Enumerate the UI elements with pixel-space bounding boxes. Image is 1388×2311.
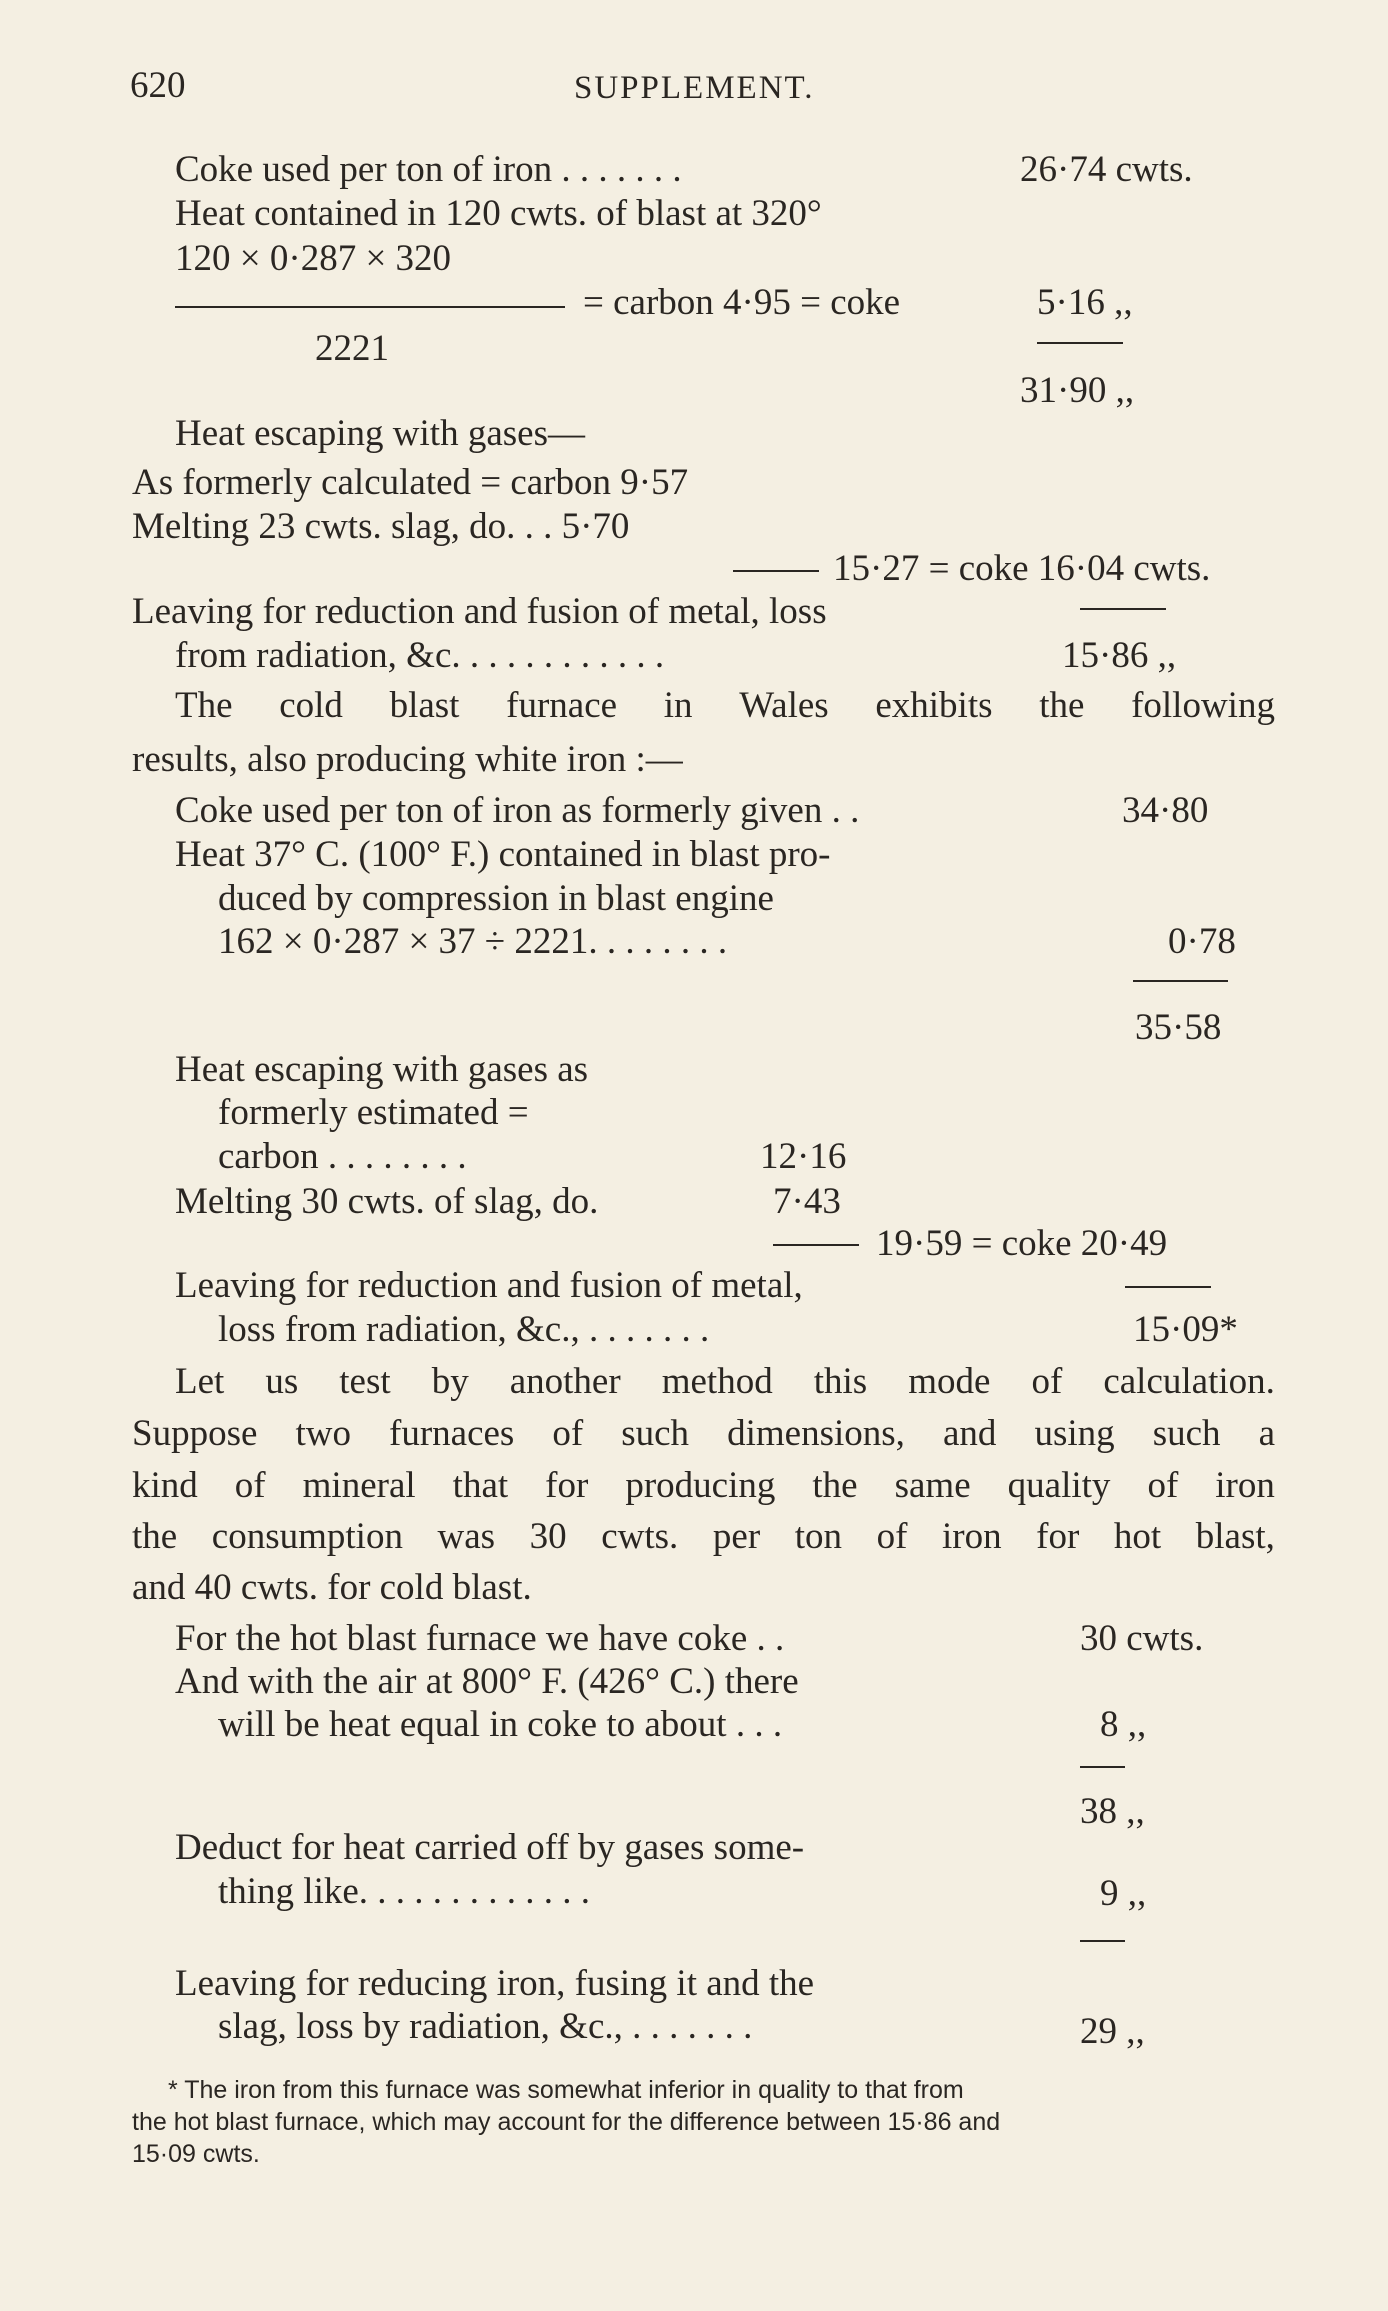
footnote-line: the hot blast furnace, which may account for the difference between 15·86 and bbox=[132, 2108, 1001, 2136]
sum-rule bbox=[1037, 342, 1123, 344]
value: 15·09* bbox=[1133, 1309, 1238, 1350]
paragraph-line: the consumption was 30 cwts. per ton of iron for hot blast, bbox=[132, 1516, 1275, 1557]
sum-rule bbox=[1080, 1766, 1125, 1768]
paragraph-line: and 40 cwts. for cold blast. bbox=[132, 1567, 532, 1608]
sum-rule bbox=[733, 570, 819, 572]
page-number: 620 bbox=[130, 65, 186, 106]
text-line: from radiation, &c. . . . . . . . . . . . bbox=[175, 635, 665, 676]
text-line: duced by compression in blast engine bbox=[218, 878, 774, 919]
value: 29 ,, bbox=[1080, 2011, 1145, 2052]
sum-rule bbox=[1080, 1940, 1125, 1942]
text-line: Melting 23 cwts. slag, do. . . 5·70 bbox=[132, 506, 630, 547]
subtotal: 31·90 ,, bbox=[1020, 370, 1135, 411]
text-line: loss from radiation, &c., . . . . . . . bbox=[218, 1309, 710, 1350]
paragraph-line: Let us test by another method this mode of calculation. bbox=[175, 1361, 1275, 1402]
text-line: 15·27 = coke 16·04 cwts. bbox=[833, 548, 1211, 589]
subtotal: 35·58 bbox=[1135, 1007, 1222, 1048]
value: 26·74 cwts. bbox=[1020, 149, 1193, 190]
value: 15·86 ,, bbox=[1062, 635, 1177, 676]
paragraph-line: The cold blast furnace in Wales exhibits the following bbox=[175, 685, 1275, 726]
value: 30 cwts. bbox=[1080, 1618, 1204, 1659]
subtotal: 38 ,, bbox=[1080, 1791, 1145, 1832]
text-line: Heat contained in 120 cwts. of blast at 320° bbox=[175, 193, 822, 234]
text-line: Deduct for heat carried off by gases some- bbox=[175, 1827, 805, 1868]
fraction-bar bbox=[175, 306, 565, 308]
value: 8 ,, bbox=[1100, 1704, 1147, 1745]
text-line: Leaving for reduction and fusion of metal, loss bbox=[132, 591, 827, 632]
sum-rule bbox=[773, 1244, 859, 1246]
formula-denominator: 2221 bbox=[315, 328, 389, 369]
text-line: slag, loss by radiation, &c., . . . . . . . bbox=[218, 2006, 753, 2047]
paragraph-line: Suppose two furnaces of such dimensions, and using such a bbox=[132, 1413, 1275, 1454]
text-line: Leaving for reducing iron, fusing it and the bbox=[175, 1963, 815, 2004]
running-header: SUPPLEMENT. bbox=[574, 70, 815, 106]
value: 12·16 bbox=[760, 1136, 847, 1177]
text-line: thing like. . . . . . . . . . . . . bbox=[218, 1871, 591, 1912]
text-line: As formerly calculated = carbon 9·57 bbox=[132, 462, 689, 503]
footnote-line: * The iron from this furnace was somewhat inferior in quality to that from bbox=[168, 2076, 964, 2104]
paragraph-line: kind of mineral that for producing the same quality of iron bbox=[132, 1465, 1275, 1506]
text-line: Heat escaping with gases— bbox=[175, 413, 585, 454]
text-line: Melting 30 cwts. of slag, do. bbox=[175, 1181, 599, 1222]
footnote-line: 15·09 cwts. bbox=[132, 2140, 260, 2168]
sum-rule bbox=[1125, 1286, 1211, 1288]
text-line: Leaving for reduction and fusion of metal, bbox=[175, 1265, 803, 1306]
text-line: = carbon 4·95 = coke bbox=[583, 282, 901, 323]
paragraph-line: results, also producing white iron :— bbox=[132, 739, 683, 780]
value: 9 ,, bbox=[1100, 1873, 1147, 1914]
text-line: Heat escaping with gases as bbox=[175, 1049, 589, 1090]
text-line: For the hot blast furnace we have coke . . bbox=[175, 1618, 785, 1659]
text-line: Coke used per ton of iron as formerly given . . bbox=[175, 790, 860, 831]
text-line: And with the air at 800° F. (426° C.) there bbox=[175, 1661, 799, 1702]
text-line: 162 × 0·287 × 37 ÷ 2221. . . . . . . . bbox=[218, 921, 728, 962]
sum-rule bbox=[1080, 608, 1166, 610]
text-line: carbon . . . . . . . . bbox=[218, 1136, 467, 1177]
text-line: Heat 37° C. (100° F.) contained in blast pro- bbox=[175, 834, 831, 875]
text-line: formerly estimated = bbox=[218, 1092, 529, 1133]
sum-rule bbox=[1133, 980, 1228, 982]
text-line: will be heat equal in coke to about . . . bbox=[218, 1704, 783, 1745]
formula-numerator: 120 × 0·287 × 320 bbox=[175, 238, 452, 279]
value: 34·80 bbox=[1122, 790, 1209, 831]
value: 5·16 ,, bbox=[1037, 282, 1133, 323]
value: 7·43 bbox=[773, 1181, 841, 1222]
text-line: Coke used per ton of iron . . . . . . . bbox=[175, 149, 682, 190]
text-line: 19·59 = coke 20·49 bbox=[876, 1223, 1168, 1264]
value: 0·78 bbox=[1168, 921, 1236, 962]
